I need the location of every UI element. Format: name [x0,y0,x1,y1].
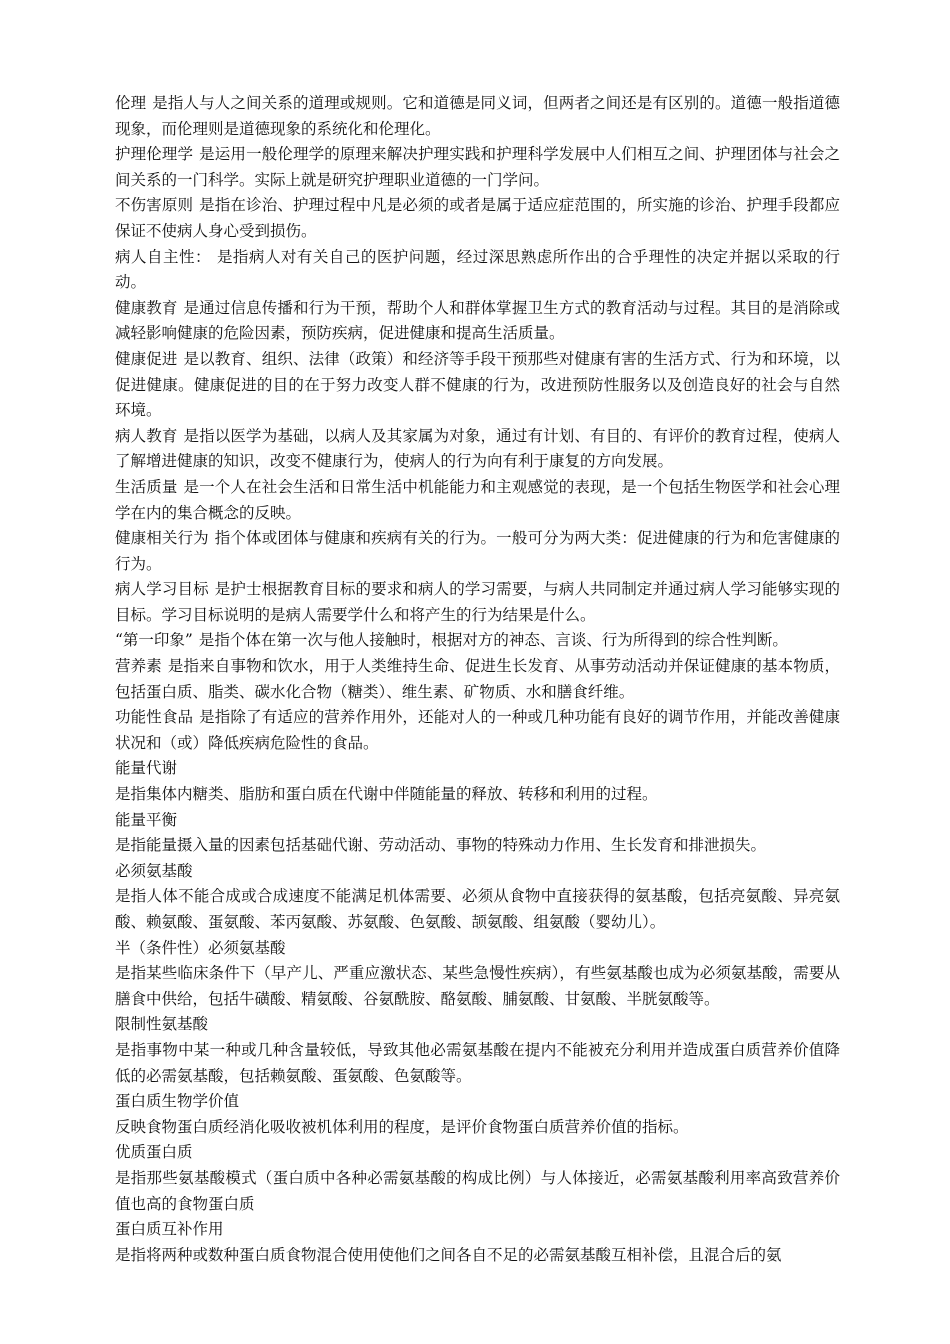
term-heading: 优质蛋白质 [115,1143,193,1162]
term-heading: 蛋白质生物学价值 [115,1092,240,1111]
definition-text: 是指除了有适应的营养作用外，还能对人的一种或几种功能有良好的调节作用，并能改善健康状况和（或）降低疾病危险性的食品。 [115,708,840,752]
definition-text: 是以教育、组织、法律（政策）和经济等手段干预那些对健康有害的生活方式、行为和环境，以促进健康。健康促进的目的在于努力改变人群不健康的行为，改进预防性服务以及创造良好的社会与自然环境。 [115,349,840,420]
definition-paragraph [115,628,840,654]
term-heading: 半（条件性）必须氨基酸 [115,938,286,957]
definition-text: 是指事物中某一种或几种含量较低，导致其他必需氨基酸在提内不能被充分利用并造成蛋白质营养价值降低的必需氨基酸，包括赖氨酸、蛋氨酸、色氨酸等。 [115,1040,840,1085]
definition-text: 是一个人在社会生活和日常生活中机能能力和主观感觉的表现，是一个包括生物医学和社会心理学在内的集合概念的反映。 [115,477,840,522]
term-heading: 蛋白质互补作用 [115,1220,224,1239]
definition-text: 是指病人对有关自己的医护问题，经过深思熟虑所作出的合乎理性的决定并据以采取的行动。 [115,247,840,292]
term: 伦理 [115,94,147,112]
definition-text: 是指某些临床条件下（早产儿、严重应激状态、某些急慢性疾病），有些氨基酸也成为必须氨基酸，需要从膳食中供给，包括牛磺酸、精氨酸、谷氨酰胺、酪氨酸、脯氨酸、甘氨酸、半胱氨酸等。 [115,964,840,1008]
term: 健康教育 [115,298,178,317]
definition-text: 是指人与人之间关系的道理或规则。它和道德是同义词，但两者之间还是有区别的。道德一般指道德现象，而伦理则是道德现象的系统化和伦理化。 [115,94,840,138]
definition-text: 反映食物蛋白质经消化吸收被机体利用的程度，是评价食物蛋白质营养价值的指标。 [115,1117,689,1136]
definition-paragraph [115,705,840,756]
document-page [115,91,840,1268]
term-heading: 能量代谢 [115,759,178,778]
definition-paragraph [115,347,840,424]
definition-text: 是指集体内糖类、脂肪和蛋白质在代谢中伴随能量的释放、转移和利用的过程。 [115,785,658,804]
definition-text: 是指以医学为基础，以病人及其家属为对象，通过有计划、有目的、有评价的教育过程，使病人了解增进健康的知识，改变不健康行为，使病人的行为向有利于康复的方向发展。 [115,426,840,471]
term: 不伤害原则 [115,196,194,215]
term: 功能性食品 [115,708,194,727]
term-heading: 必须氨基酸 [115,861,193,880]
definition-paragraph [115,475,840,526]
definition-paragraph [115,424,840,475]
definition-text: 是指个体在第一次与他人接触时，根据对方的神态、言谈、行为所得到的综合性判断。 [198,631,788,650]
definition-paragraph [115,91,840,142]
term: 健康相关行为 [115,529,209,548]
term: 生活质量 [115,477,178,496]
definition-paragraph [115,577,840,628]
definition-text: 指个体或团体与健康和疾病有关的行为。一般可分为两大类：促进健康的行为和危害健康的行为。 [115,529,840,573]
term: 病人自主性： [115,247,211,266]
term: 病人教育 [115,426,178,445]
definition-paragraph [115,245,840,296]
definition-text: 是指那些氨基酸模式（蛋白质中各种必需氨基酸的构成比例）与人体接近，必需氨基酸利用率高致营养价值也高的食物蛋白质 [115,1168,840,1213]
term-heading: 能量平衡 [115,810,178,829]
definition-text: 是指能量摄入量的因素包括基础代谢、劳动活动、事物的特殊动力作用、生长发育和排泄损失。 [115,836,767,855]
definition-paragraph [115,654,840,705]
definition-paragraph [115,296,840,347]
definition-text: 是指来自事物和饮水，用于人类维持生命、促进生长发育、从事劳动活动并保证健康的基本物质，包括蛋白质、脂类、碳水化合物（糖类）、维生素、矿物质、水和膳食纤维。 [115,657,840,701]
term-heading: 限制性氨基酸 [115,1015,209,1034]
definition-paragraph [115,193,840,244]
term: 护理伦理学 [115,145,194,164]
definition-text: 是通过信息传播和行为干预，帮助个人和群体掌握卫生方式的教育活动与过程。其目的是消除或减轻影响健康的危险因素，预防疾病，促进健康和提高生活质量。 [115,298,840,343]
definition-paragraph [115,526,840,577]
definition-text: 是护士根据教育目标的要求和病人的学习需要，与病人共同制定并通过病人学习能够实现的目标。学习目标说明的是病人需要学什么和将产生的行为结果是什么。 [115,580,840,624]
definition-text: 是指人体不能合成或合成速度不能满足机体需要、必须从食物中直接获得的氨基酸，包括亮氨酸、异亮氨酸、赖氨酸、蛋氨酸、苯丙氨酸、苏氨酸、色氨酸、颉氨酸、组氨酸（婴幼儿）。 [115,887,840,931]
term: 健康促进 [115,349,178,368]
term: 营养素 [115,657,162,676]
term: 病人学习目标 [115,580,209,599]
definition-text: 是指将两种或数种蛋白质食物混合使用使他们之间各自不足的必需氨基酸互相补偿，且混合后的氨 [115,1245,782,1264]
definition-text: 是指在诊治、护理过程中凡是必须的或者是属于适应症范围的，所实施的诊治、护理手段都应保证不使病人身心受到损伤。 [115,196,840,240]
term: “第一印象” [115,631,193,650]
definition-text: 是运用一般伦理学的原理来解决护理实践和护理科学发展中人们相互之间、护理团体与社会之间关系的一门科学。实际上就是研究护理职业道德的一门学问。 [115,145,840,189]
definition-paragraph [115,142,840,193]
